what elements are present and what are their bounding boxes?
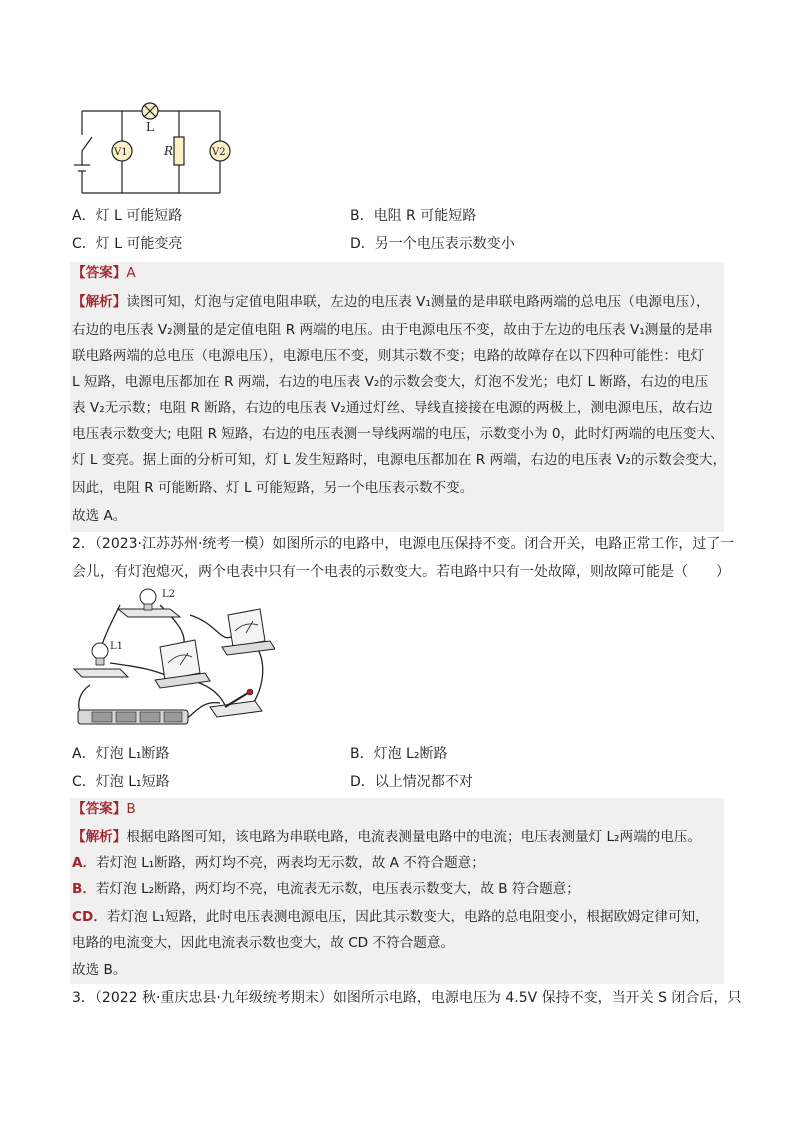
circuit-diagram-2	[70, 585, 275, 730]
battery-pack	[78, 710, 188, 724]
ammeter-device	[155, 640, 210, 688]
q1-analysis-line-8: 因此，电阻 R 可能断路、灯 L 可能短路，另一个电压表示数不变。	[72, 480, 474, 496]
q1-analysis-line-4: L 短路，电源电压都加在 R 两端，右边的电压表 V₂的示数会变大，灯泡不发光；电灯 L 断路，右边的电压	[72, 374, 709, 390]
voltmeter-device	[222, 609, 275, 655]
q1-analysis-line-1: 【解析】读图可知，灯泡与定值电阻串联，左边的电压表 V₁测量的是串联电路两端的总电压（电源电压），	[72, 294, 710, 310]
q1-option-b: B．电阻 R 可能短路	[350, 208, 477, 224]
q1-analysis-line-3: 联电路两端的总电压（电源电压），电源电压不变，则其示数不变；电路的故障存在以下四种可能性：电灯	[72, 348, 705, 364]
q1-conclusion: 故选 A。	[72, 508, 127, 524]
q1-option-c: C．灯 L 可能变亮	[72, 236, 183, 252]
q1-option-d: D．另一个电压表示数变小	[350, 236, 515, 252]
q2-analysis-item-cd: CD．若灯泡 L₁短路，此时电压表测电源电压，因此其示数变大，电路的总电阻变小，根据欧姆定律可知，	[72, 909, 709, 925]
q2-conclusion: 故选 B。	[72, 962, 127, 978]
q1-analysis-line-5: 表 V₂无示数；电阻 R 断路，右边的电压表 V₂通过灯丝、导线直接接在电源的两极上，测电源电压，故右边	[72, 400, 713, 416]
q1-analysis-line-6: 电压表示数变大; 电阻 R 短路，右边的电压表测一导线两端的电压，示数变小为 0，此时灯两端的电压变大、	[72, 426, 724, 442]
voltmeter-v1-label: V1	[114, 147, 128, 158]
q2-stem-line-1: 2．（2023·江苏苏州·统考一模）如图所示的电路中，电源电压保持不变。闭合开关，电路正常工作，过了一	[72, 536, 735, 552]
q1-answer	[72, 263, 136, 283]
q1-analysis-tag: 【解析】	[72, 294, 127, 310]
q2-option-b: B．灯泡 L₂断路	[350, 746, 448, 762]
q2-option-d: D．以上情况都不对	[350, 774, 473, 790]
q2-stem-line-2: 会儿，有灯泡熄灭，两个电表中只有一个电表的示数变大。若电路中只有一处故障，则故障可能是（ ）	[72, 564, 730, 580]
q2-analysis-item-b: B．若灯泡 L₂断路，两灯均不亮，电流表无示数，电压表示数变大，故 B 符合题意；	[72, 881, 580, 897]
circuit-diagram-1	[70, 95, 240, 200]
q2-answer-value: B	[126, 801, 136, 817]
q2-analysis-item-a: A．若灯泡 L₁断路，两灯均不亮，两表均无示数，故 A 不符合题意；	[72, 855, 485, 871]
q2-analysis-line-1: 【解析】根据电路图可知，该电路为串联电路，电流表测量电路中的电流；电压表测量灯 L₂两端的电压。	[72, 829, 702, 845]
q1-analysis-line-7: 灯 L 变亮。据上面的分析可知，灯 L 发生短路时，电源电压都加在 R 两端，右边的电压表 V₂的示数会变大，	[72, 452, 727, 468]
q2-answer	[72, 799, 136, 819]
q2-analysis-tag: 【解析】	[72, 829, 127, 845]
q2-option-c: C．灯泡 L₁短路	[72, 774, 170, 790]
resistor-label: R	[164, 144, 174, 158]
lamp-label: L	[146, 120, 154, 134]
q1-option-a: A．灯 L 可能短路	[72, 208, 183, 224]
q3-stem-line-1: 3．（2022 秋·重庆忠县·九年级统考期末）如图所示电路，电源电压为 4.5V 保持不变，当开关 S 闭合后，只	[72, 990, 742, 1006]
q1-answer-value: A	[126, 265, 136, 281]
voltmeter-v2-label: V2	[212, 147, 226, 158]
lamp-l1-label: L1	[110, 641, 124, 652]
q2-answer-tag: 【答案】	[72, 801, 127, 817]
q2-option-a: A．灯泡 L₁断路	[72, 746, 170, 762]
lamp-symbol	[142, 103, 158, 119]
q1-analysis-line-2: 右边的电压表 V₂测量的是定值电阻 R 两端的电压。由于电源电压不变，故由于左边的电压表 V₁测量的是串	[72, 322, 713, 338]
lamp-l2-label: L2	[162, 589, 176, 600]
q2-analysis-item-cd-cont: 电路的电流变大，因此电流表示数也变大，故 CD 不符合题意。	[72, 935, 455, 951]
q1-answer-tag: 【答案】	[72, 265, 127, 281]
resistor-symbol	[174, 137, 184, 165]
